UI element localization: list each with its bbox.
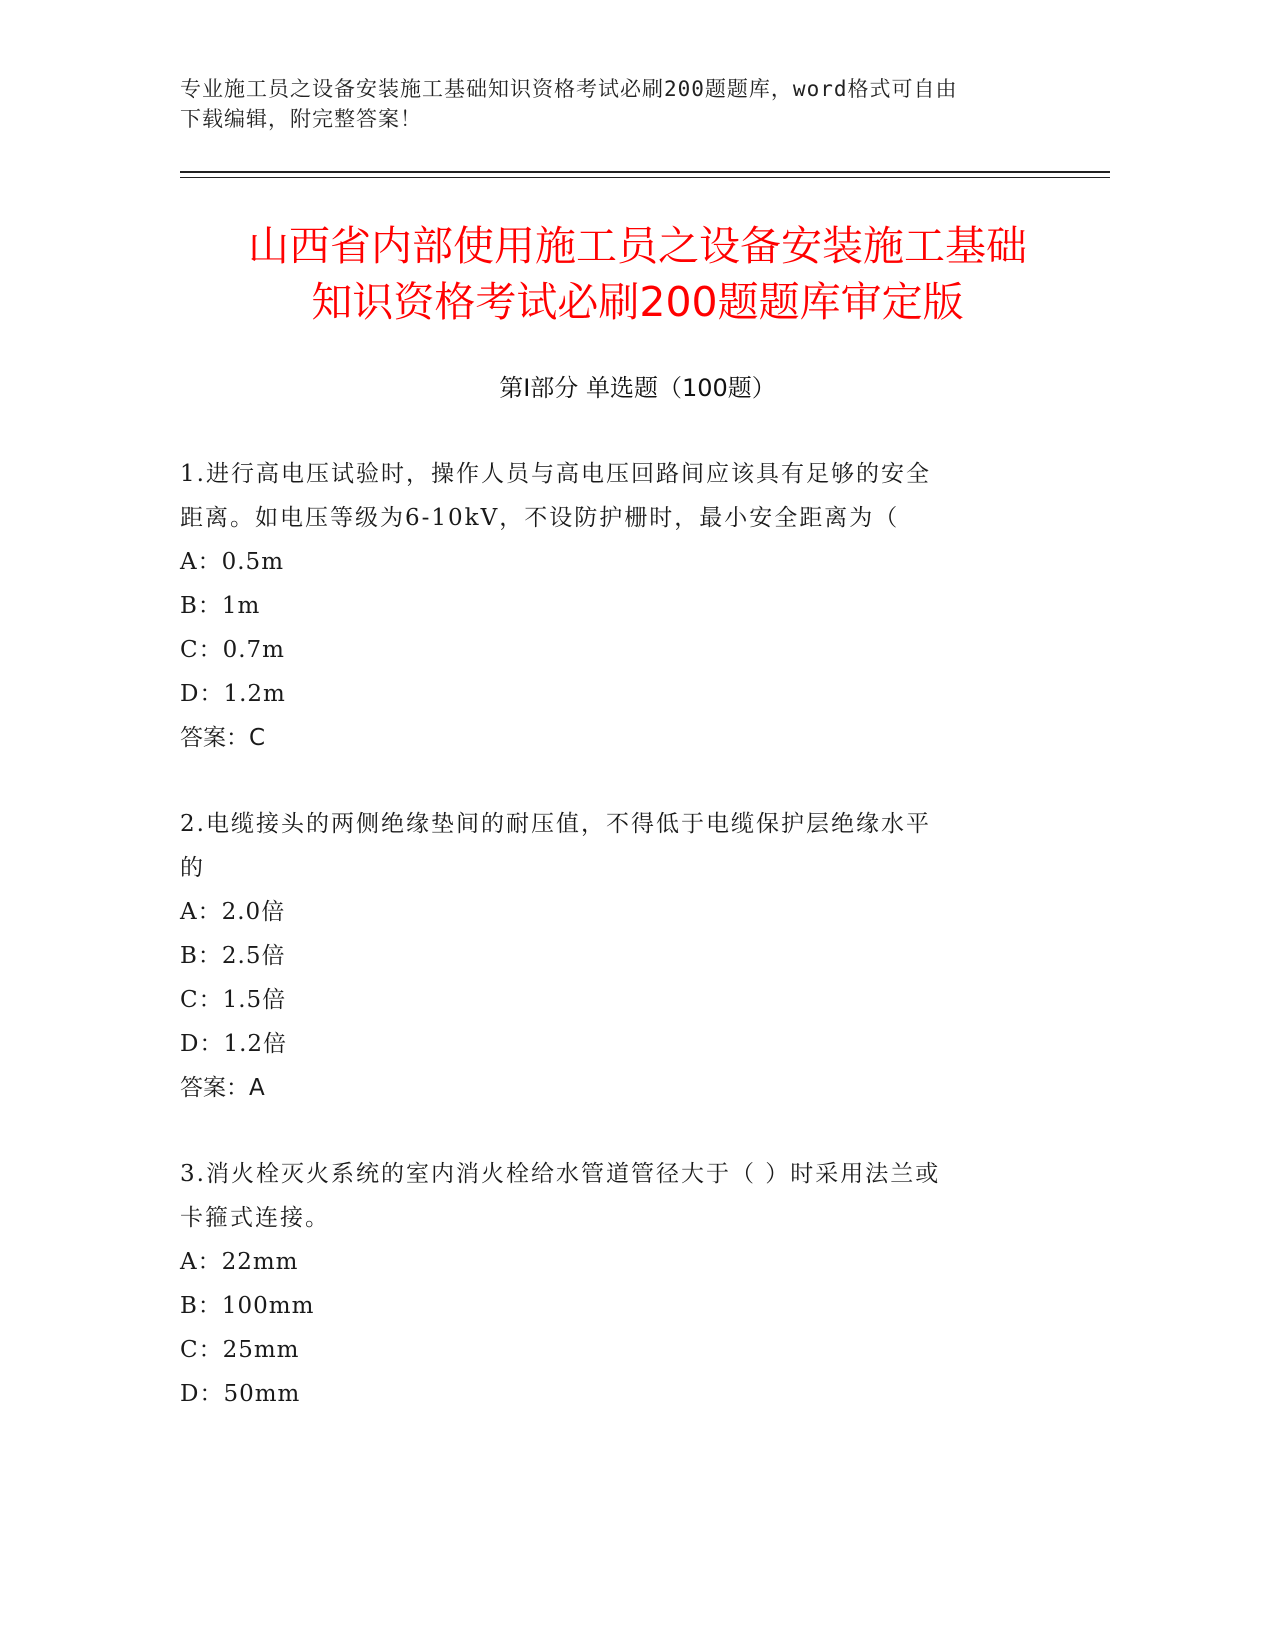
option-c: C：25mm <box>180 1337 300 1363</box>
option-b: B：2.5倍 <box>180 943 286 969</box>
section-title: 第Ⅰ部分 单选题（100题） <box>499 374 776 402</box>
answer: 答案：C <box>180 725 266 751</box>
header-note-line-2: 下载编辑，附完整答案！ <box>180 107 422 131</box>
option-d: D：1.2m <box>180 681 286 707</box>
option-d: D：1.2倍 <box>180 1031 288 1057</box>
question-1 <box>180 452 1040 760</box>
document-title <box>150 218 1125 330</box>
header-note <box>180 74 1060 134</box>
question-stem-line: 1.进行高电压试验时，操作人员与高电压回路间应该具有足够的安全 <box>180 461 931 487</box>
question-stem-line: 3.消火栓灭火系统的室内消火栓给水管道管径大于（ ）时采用法兰或 <box>180 1161 941 1187</box>
option-d: D：50mm <box>180 1381 301 1407</box>
question-3 <box>180 1152 1040 1416</box>
question-stem <box>180 802 1040 890</box>
question-stem-line: 卡箍式连接。 <box>180 1205 330 1231</box>
question-stem <box>180 452 1040 540</box>
answer: 答案：A <box>180 1075 265 1101</box>
header-divider-thick <box>180 171 1110 173</box>
option-b: B：1m <box>180 593 261 619</box>
header-divider-thin <box>180 177 1110 178</box>
question-list <box>180 452 1040 1458</box>
option-b: B：100mm <box>180 1293 315 1319</box>
question-2 <box>180 802 1040 1110</box>
document-title-line-2: 知识资格考试必刷200题题库审定版 <box>311 278 964 326</box>
option-a: A：0.5m <box>180 549 284 575</box>
option-a: A：22mm <box>180 1249 299 1275</box>
header-note-line-1: 专业施工员之设备安装施工基础知识资格考试必刷200题题库，word格式可自由 <box>180 77 958 101</box>
document-title-line-1: 山西省内部使用施工员之设备安装施工基础 <box>248 222 1027 270</box>
option-a: A：2.0倍 <box>180 899 286 925</box>
question-stem-line: 的 <box>180 855 205 881</box>
question-stem-line: 距离。如电压等级为6-10kV，不设防护栅时，最小安全距离为（ <box>180 505 900 531</box>
option-c: C：0.7m <box>180 637 285 663</box>
question-stem-line: 2.电缆接头的两侧绝缘垫间的耐压值，不得低于电缆保护层绝缘水平 <box>180 811 931 837</box>
question-stem <box>180 1152 1040 1240</box>
option-c: C：1.5倍 <box>180 987 287 1013</box>
